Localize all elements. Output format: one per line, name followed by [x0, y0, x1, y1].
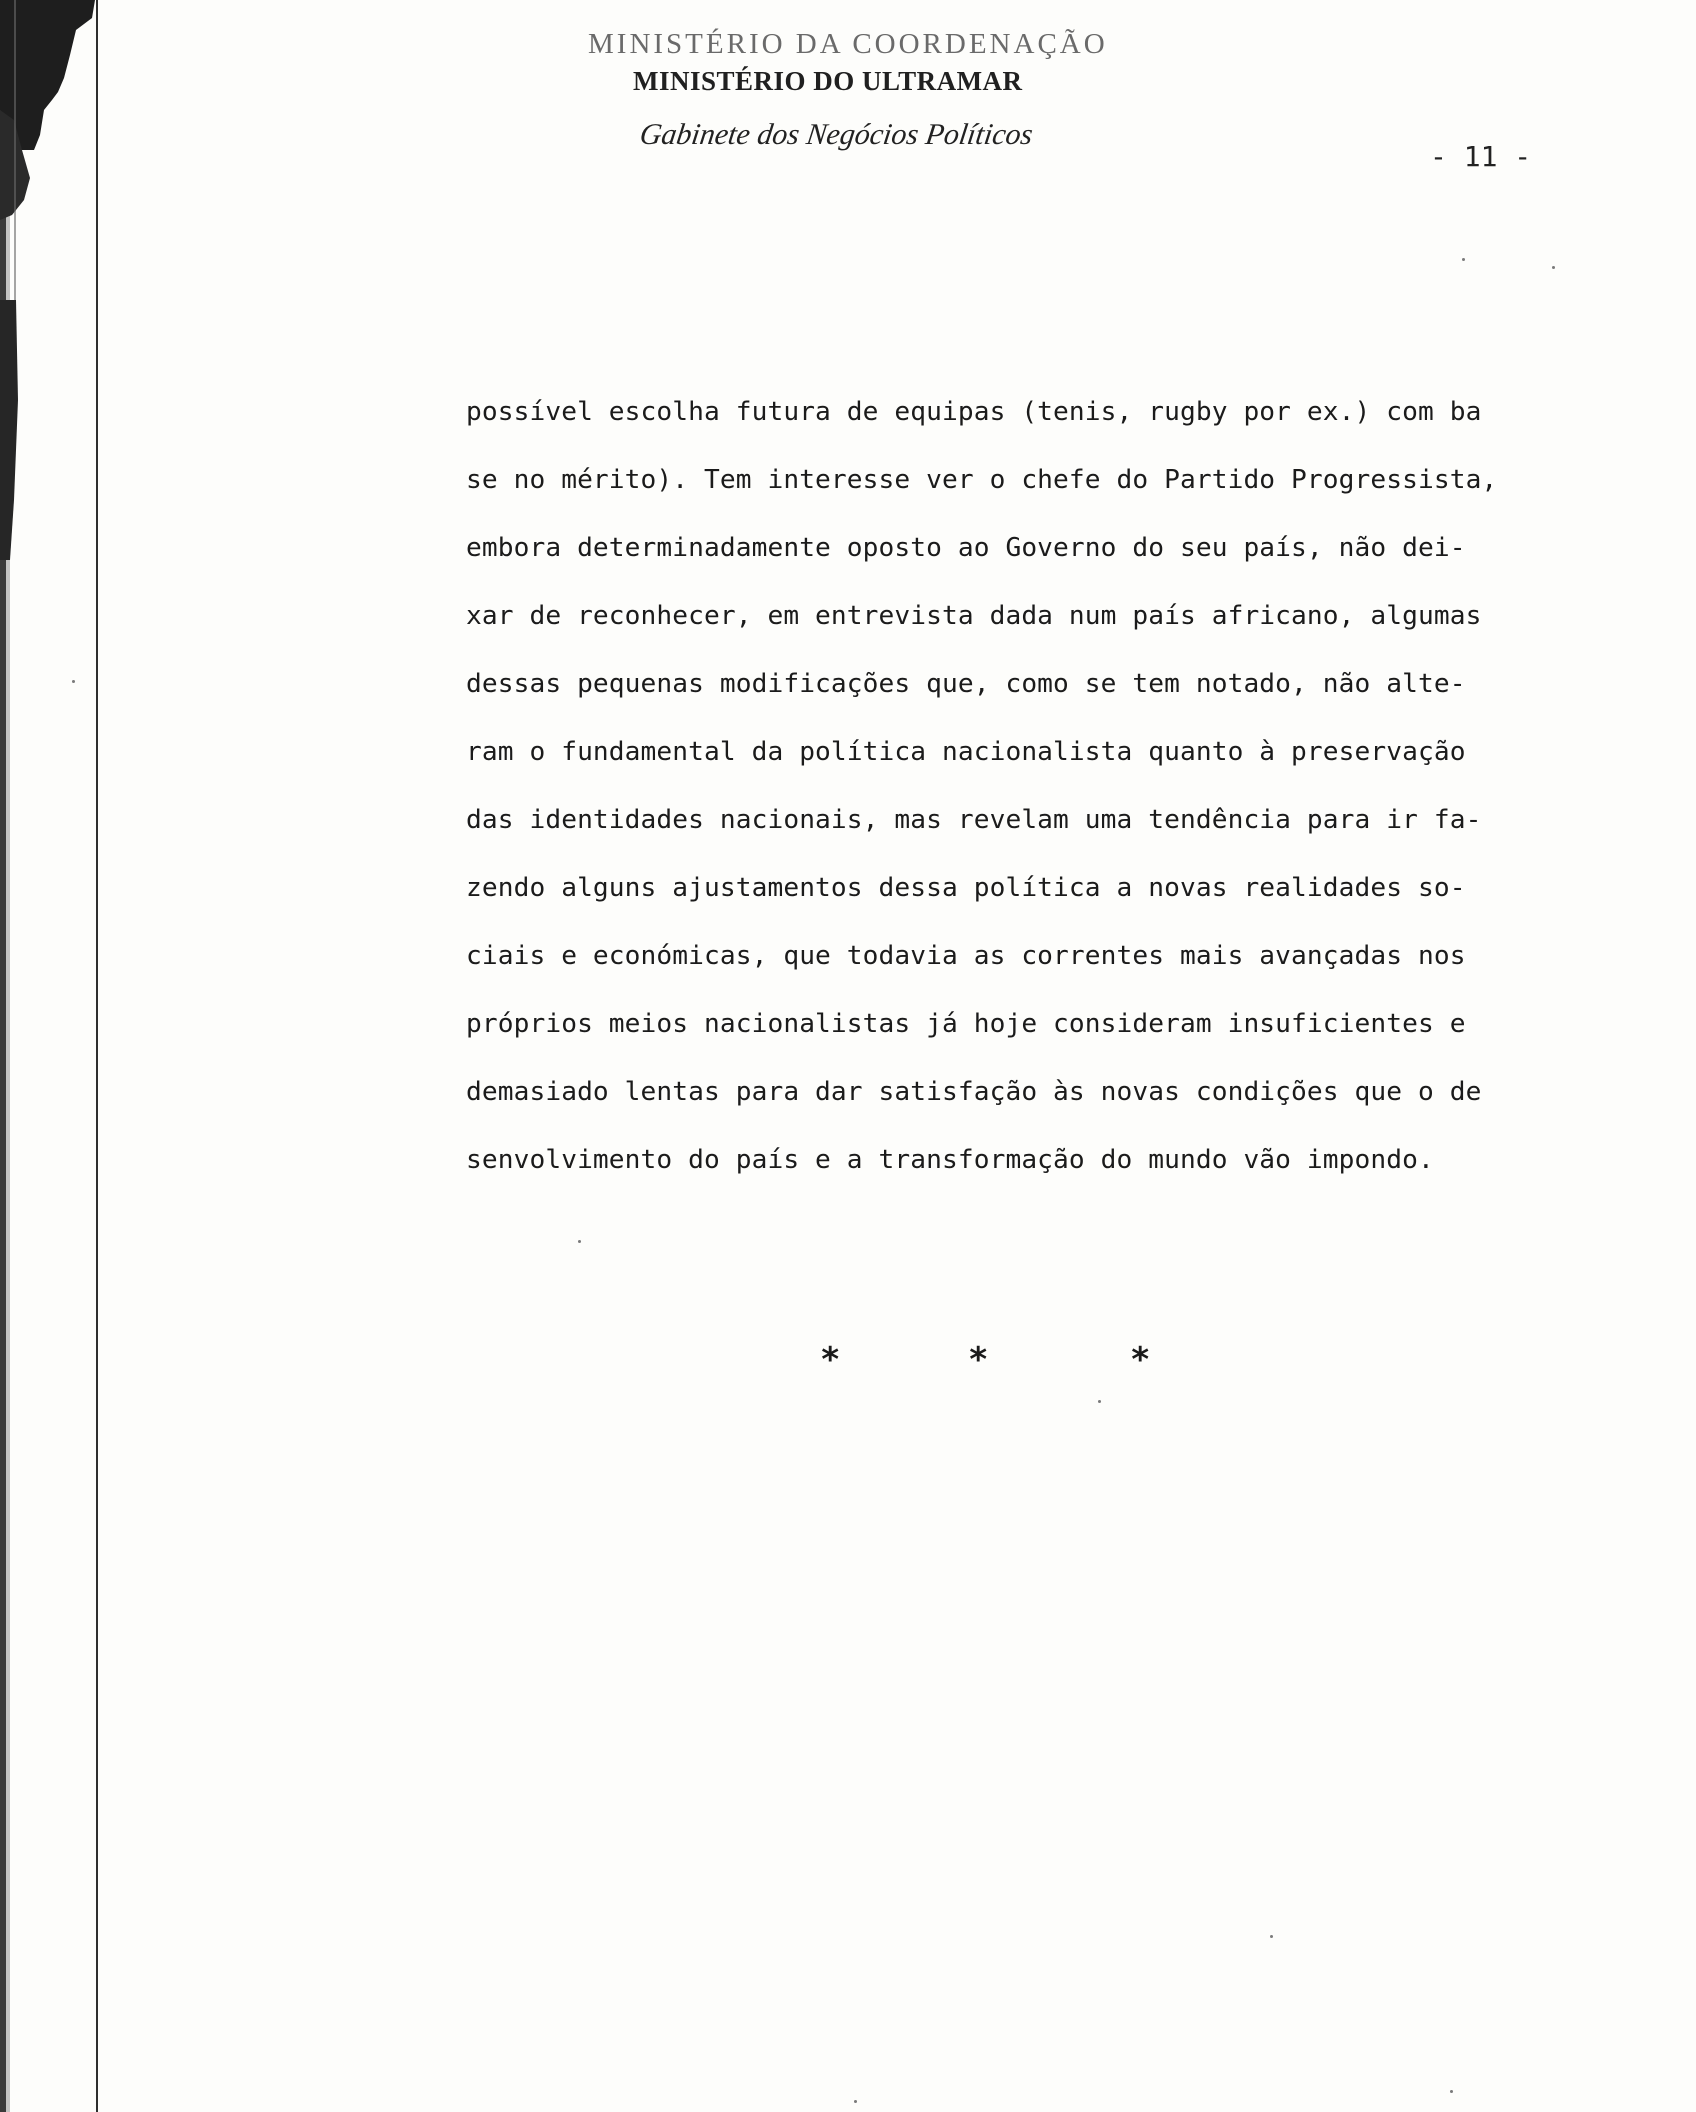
section-separator — [820, 1340, 1160, 1380]
page-number: - 11 - — [1430, 140, 1532, 173]
text-line: se no mérito). Tem interesse ver o chefe do Partido Progressista, — [466, 465, 1498, 495]
paper-speck — [1552, 266, 1555, 269]
text-line: dessas pequenas modificações que, como se tem notado, não alte- — [466, 669, 1466, 699]
text-line: ram o fundamental da política nacionalista quanto à preservação — [466, 737, 1466, 767]
text-line: embora determinadamente oposto ao Governo do seu país, não dei- — [466, 533, 1466, 563]
text-line: possível escolha futura de equipas (tenis, rugby por ex.) com ba — [466, 397, 1482, 427]
asterisk-mark: * — [820, 1340, 841, 1380]
binding-shadow-graphic — [0, 0, 98, 2112]
paper-speck — [1450, 2090, 1453, 2093]
text-line: zendo alguns ajustamentos dessa política a novas realidades so- — [466, 873, 1466, 903]
text-line: xar de reconhecer, em entrevista dada num país africano, algumas — [466, 601, 1482, 631]
paper-speck — [1270, 1935, 1273, 1938]
text-line: senvolvimento do país e a transformação do mundo vão impondo. — [466, 1145, 1434, 1175]
asterisk-mark: * — [1130, 1340, 1151, 1380]
paper-speck — [578, 1240, 581, 1243]
text-line: demasiado lentas para dar satisfação às novas condições que o de — [466, 1077, 1482, 1107]
paper-speck — [1098, 1400, 1101, 1403]
paper-speck — [1462, 258, 1465, 261]
text-line: próprios meios nacionalistas já hoje consideram insuficientes e — [466, 1009, 1466, 1039]
text-line: ciais e económicas, que todavia as correntes mais avançadas nos — [466, 941, 1466, 971]
stamp-ministry-overseas: MINISTÉRIO DO ULTRAMAR — [633, 66, 1023, 96]
paper-speck — [854, 2100, 857, 2103]
asterisk-mark: * — [968, 1340, 989, 1380]
stamp-cabinet: Gabinete dos Negócios Políticos — [637, 118, 1035, 151]
body-paragraph — [466, 392, 1656, 1208]
stamp-ministry-coordination: MINISTÉRIO DA COORDENAÇÃO — [588, 28, 1108, 60]
text-line: das identidades nacionais, mas revelam uma tendência para ir fa- — [466, 805, 1482, 835]
paper-speck — [72, 680, 75, 683]
binding-edge — [0, 0, 98, 2112]
